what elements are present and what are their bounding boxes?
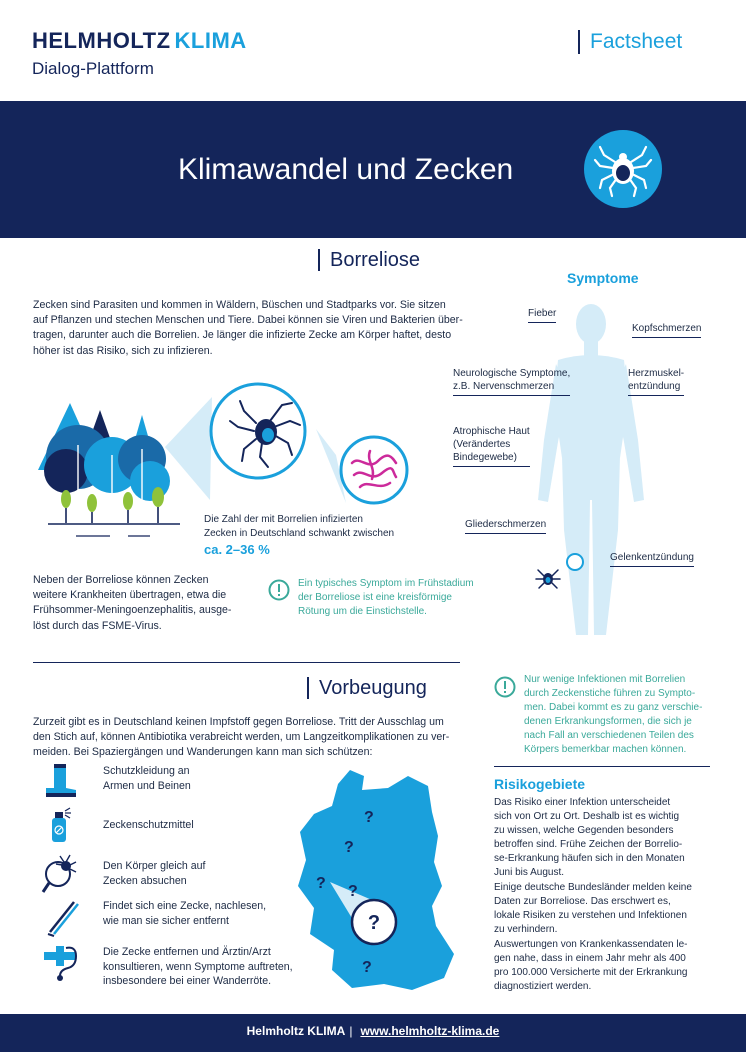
risk-paragraph-2 bbox=[494, 881, 719, 937]
symptom-line: Herzmuskel- bbox=[628, 368, 685, 379]
info-line: men. Dabei kommt es zu ganz verschie- bbox=[524, 702, 703, 713]
info-line: Körpers bemerkbar machen können. bbox=[524, 744, 687, 755]
risk-line: Auswertungen von Krankenkassendaten le- bbox=[494, 939, 688, 950]
tip-line: Zeckenschutzmittel bbox=[103, 819, 194, 831]
map-question-mark: ? bbox=[362, 959, 372, 976]
exclamation-icon bbox=[268, 579, 290, 601]
intro-line: Zecken sind Parasiten und kommen in Wäldern, Büschen und Stadtparks vor. Sie sitzen bbox=[33, 299, 446, 311]
info-line: durch Zeckenstiche führen zu Sympto- bbox=[524, 688, 696, 699]
info-line: Ein typisches Symptom im Frühstadium bbox=[298, 578, 474, 589]
tip-line: konsultieren, wenn Symptome auftreten, bbox=[103, 960, 293, 973]
risk-areas-heading: Risikogebiete bbox=[494, 776, 586, 792]
tip-line: insbesondere bei einer Wanderröte. bbox=[103, 975, 272, 987]
map-question-mark: ? bbox=[344, 839, 354, 856]
risk-line: zu wissen, welche Gegenden besonders bbox=[494, 825, 674, 836]
other-line: Frühsommer-Meningoenzephalitis, ausge- bbox=[33, 604, 232, 617]
symptom-line: Bindegewebe) bbox=[453, 452, 517, 463]
stethoscope-icon bbox=[36, 942, 84, 982]
exclamation-icon bbox=[494, 676, 516, 698]
magnifier-tick-icon bbox=[40, 852, 84, 896]
tip-line: Schutzkleidung an bbox=[103, 765, 190, 777]
symptom-glieder: Gliederschmerzen bbox=[465, 518, 546, 534]
tip-schutzmittel bbox=[103, 818, 194, 833]
tip-line: Den Körper gleich auf bbox=[103, 860, 206, 872]
tick-badge-icon bbox=[582, 128, 664, 210]
section-title-vorbeugung: Vorbeugung bbox=[307, 677, 427, 699]
other-line: weitere Krankheiten übertragen, etwa die bbox=[33, 589, 227, 602]
section-title-borreliose: Borreliose bbox=[318, 249, 420, 271]
vorbeugung-line: den Stich auf, können Antibiotika verabreicht werden, um Langzeitkomplikationen zu ver- bbox=[33, 731, 450, 744]
risk-line: Das Risiko einer Infektion unterscheidet bbox=[494, 797, 671, 808]
info-line: Rötung um die Einstichstelle. bbox=[298, 606, 427, 617]
doc-type-label: Factsheet bbox=[578, 30, 682, 54]
human-body-silhouette bbox=[536, 290, 646, 650]
risk-line: pro 100.000 Versicherte mit der Erkrankung bbox=[494, 967, 688, 978]
risk-line: betroffen sind. Frühe Zeichen der Borrelio- bbox=[494, 839, 683, 850]
logo-helmholtz: HELMHOLTZ bbox=[32, 28, 171, 53]
risk-paragraph-1 bbox=[494, 796, 719, 880]
map-question-mark: ? bbox=[316, 875, 326, 892]
other-diseases-text bbox=[33, 573, 253, 634]
info-line: der Borreliose ist eine kreisförmige bbox=[298, 592, 452, 603]
risk-line: gen nahe, dass in einem Jahr mehr als 400 bbox=[494, 953, 686, 964]
map-question-mark: ? bbox=[364, 809, 374, 826]
vorbeugung-line: meiden. Bei Spaziergängen und Wanderungen kann man sich schützen: bbox=[33, 746, 373, 759]
small-tick-icon bbox=[534, 566, 562, 590]
intro-line: höher ist das Risiko, sich zu infizieren. bbox=[33, 344, 213, 357]
symptom-haut bbox=[453, 425, 530, 467]
footer bbox=[0, 1024, 746, 1038]
knee-marker-icon bbox=[565, 552, 585, 572]
symptom-kopfschmerzen: Kopfschmerzen bbox=[632, 322, 701, 338]
symptom-line: z.B. Nervenschmerzen bbox=[453, 381, 555, 392]
symptom-line: Neurologische Symptome, bbox=[453, 368, 571, 379]
intro-line: tragen, darunter auch die Borrelien. Je länger die infizierte Zecke am Körper haftet, desto bbox=[33, 329, 452, 342]
infection-rate-text bbox=[204, 513, 424, 541]
symptom-line: Atrophische Haut bbox=[453, 426, 530, 437]
risk-line: sich von Ort zu Ort. Deshalb ist es wichtig bbox=[494, 811, 680, 822]
symptom-info-box bbox=[298, 577, 498, 619]
borreliose-intro bbox=[33, 298, 473, 359]
logo-klima: KLIMA bbox=[174, 28, 247, 53]
risk-divider bbox=[494, 766, 710, 767]
logo-wordmark bbox=[32, 28, 247, 54]
tip-absuchen bbox=[103, 859, 205, 888]
infection-line: Zecken in Deutschland schwankt zwischen bbox=[204, 528, 395, 539]
tip-line: Armen und Beinen bbox=[103, 779, 191, 792]
tip-schutzkleidung bbox=[103, 764, 191, 793]
spray-bottle-icon bbox=[46, 806, 72, 844]
germany-map bbox=[292, 766, 467, 994]
map-question-mark: ? bbox=[367, 912, 381, 934]
other-line: Neben der Borreliose können Zecken bbox=[33, 574, 209, 586]
tip-line: wie man sie sicher entfernt bbox=[103, 914, 230, 927]
boot-icon bbox=[40, 762, 80, 798]
tip-line: Findet sich eine Zecke, nachlesen, bbox=[103, 900, 267, 912]
footer-org: Helmholtz KLIMA bbox=[246, 1024, 346, 1038]
risk-line: Daten zur Borreliose. Das erschwert es, bbox=[494, 896, 671, 907]
section-divider bbox=[33, 662, 460, 663]
vorbeugung-intro bbox=[33, 715, 478, 761]
risk-line: Einige deutsche Bundesländer melden keine bbox=[494, 882, 692, 893]
footer-separator: | bbox=[349, 1024, 353, 1038]
tip-arzt bbox=[103, 945, 293, 989]
infections-info-box bbox=[524, 673, 724, 757]
symptom-line: (Verändertes bbox=[453, 439, 511, 450]
info-line: nach Fall an verschiedenen Teilen des bbox=[524, 730, 694, 741]
tweezers-icon bbox=[42, 898, 82, 938]
risk-line: Juni bis August. bbox=[494, 867, 565, 878]
tip-line: Zecken absuchen bbox=[103, 874, 187, 887]
symptom-neurologisch bbox=[453, 367, 570, 396]
logo-subtitle: Dialog-Plattform bbox=[32, 59, 154, 78]
info-line: Nur wenige Infektionen mit Borrelien bbox=[524, 674, 686, 685]
page-title: Klimawandel und Zecken bbox=[178, 153, 514, 186]
symptom-herzmuskel bbox=[628, 367, 684, 396]
info-line: denen Erkrankungsformen, die sich je bbox=[524, 716, 692, 727]
vorbeugung-line: Zurzeit gibt es in Deutschland keinen Impfstoff gegen Borreliose. Tritt der Ausschlag um bbox=[33, 716, 444, 728]
infection-rate-value: ca. 2–36 % bbox=[204, 542, 270, 557]
risk-line: lokale Risiken zu verstehen und Infektionen bbox=[494, 910, 687, 921]
risk-line: zu verhindern. bbox=[494, 924, 558, 935]
intro-line: auf Pflanzen und stechen Menschen und Tiere. Dabei können sie Viren und Bakterien über- bbox=[33, 314, 463, 327]
other-line: löst durch das FSME-Virus. bbox=[33, 619, 162, 632]
symptom-line: entzündung bbox=[628, 381, 681, 392]
footer-website-link[interactable]: www.helmholtz-klima.de bbox=[360, 1024, 500, 1038]
risk-line: se-Erkrankung häufen sich in den Monaten bbox=[494, 853, 685, 864]
symptoms-heading: Symptome bbox=[567, 270, 639, 286]
symptom-fieber: Fieber bbox=[528, 307, 556, 323]
infection-line: Die Zahl der mit Borrelien infizierten bbox=[204, 514, 363, 525]
risk-line: diagnostiziert werden. bbox=[494, 981, 592, 992]
map-question-mark: ? bbox=[348, 883, 358, 900]
symptom-gelenk: Gelenkentzündung bbox=[610, 551, 694, 567]
risk-paragraph-3 bbox=[494, 938, 719, 994]
tip-entfernen bbox=[103, 899, 266, 928]
tip-line: Die Zecke entfernen und Ärztin/Arzt bbox=[103, 946, 271, 958]
